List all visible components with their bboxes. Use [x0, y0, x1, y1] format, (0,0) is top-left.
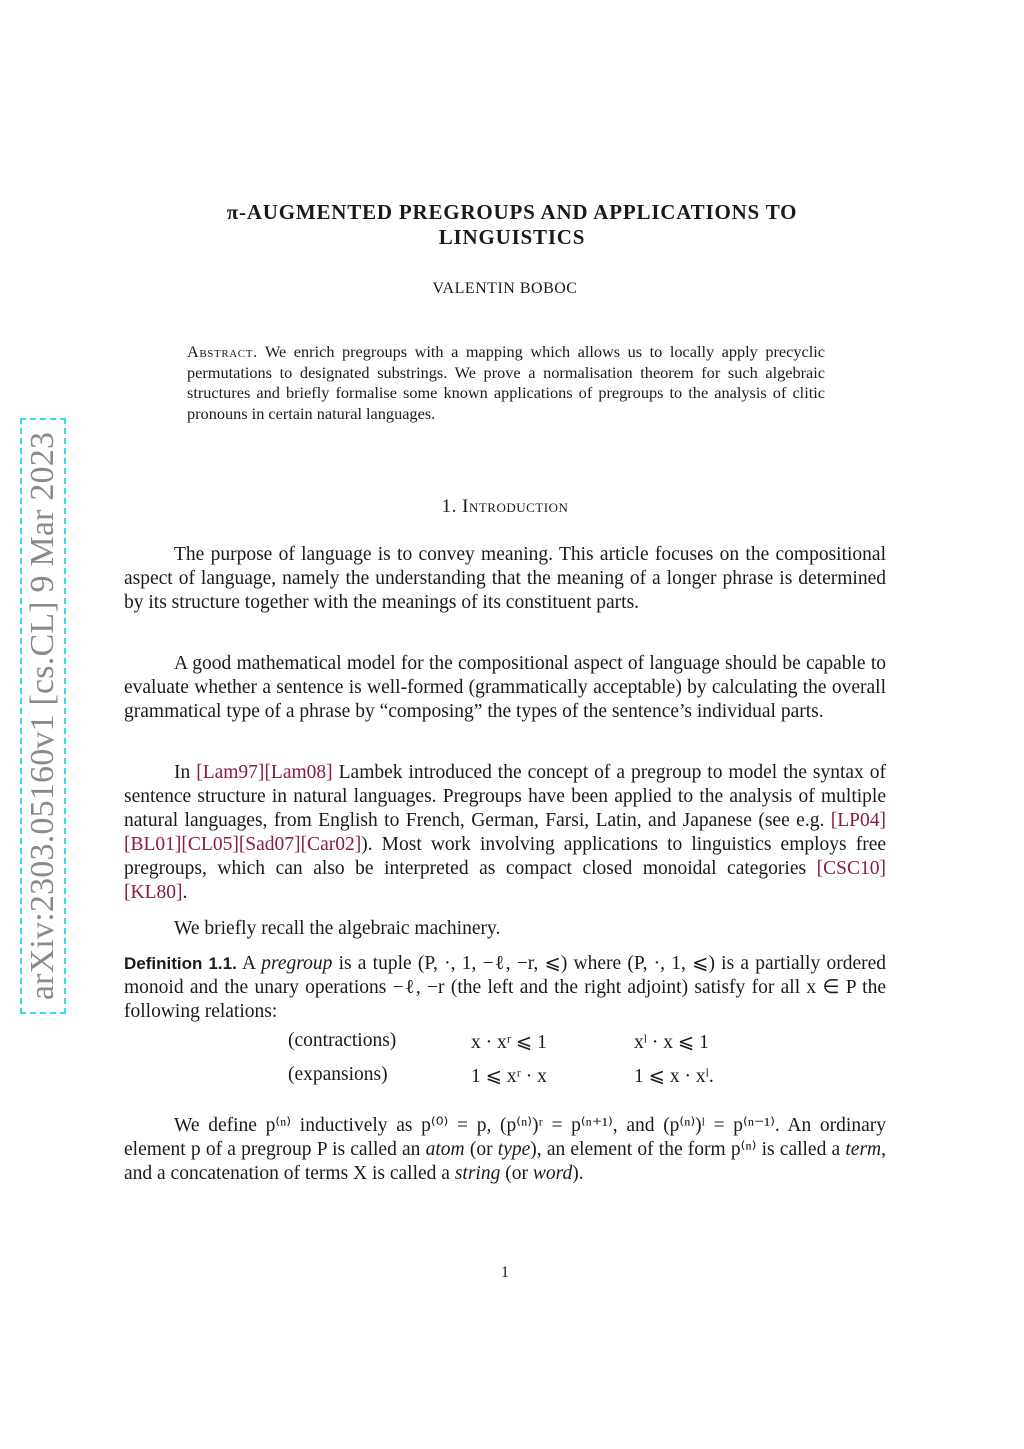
paragraph-2: A good mathematical model for the compositional aspect of language should be capable to evaluate whether a sentence is well-formed (grammatically acceptable) by calculating the overall grammatical type of a phrase by “composing” the types of the sentence’s individual parts. [124, 653, 886, 722]
citation-lam97[interactable]: [Lam97] [196, 762, 265, 783]
section-number: 1. [441, 496, 457, 517]
relation-right: xˡ · x ⩽ 1 [634, 1032, 709, 1053]
closing-text-c: ), an element of the form p⁽ⁿ⁾ is called a [530, 1139, 841, 1160]
abstract [187, 342, 825, 424]
closing-text-a: We define p⁽ⁿ⁾ inductively as p⁽⁰⁾ = p, (p⁽ⁿ⁾)ʳ = p⁽ⁿ⁺¹⁾, and (p⁽ⁿ⁾)ˡ = p⁽ⁿ⁻¹⁾. An ordinary element p of a pregroup P is called an [124, 1115, 886, 1160]
citation-car02[interactable]: [Car02] [300, 834, 362, 855]
citation-kl80[interactable]: [KL80] [124, 882, 183, 903]
abstract-label: Abstract. [187, 342, 258, 361]
term-atom: atom [425, 1139, 465, 1160]
paper-title [150, 200, 874, 250]
closing-text-f: ). [572, 1163, 584, 1184]
abstract-text: We enrich pregroups with a mapping which allows us to locally apply precyclic permutations to designated substrings. We prove a normalisation theorem for such algebraic structures and briefly formalise some known applications of pregroups to the analysis of clitic pronouns in certain natural languages. [187, 342, 826, 423]
paragraph-3-text-d: . [182, 882, 188, 903]
closing-text-b: (or [469, 1139, 493, 1160]
title-line-1: π-AUGMENTED PREGROUPS AND APPLICATIONS TO [226, 200, 798, 224]
definition-label: Definition 1.1. [124, 954, 237, 973]
paragraph-5 [124, 1114, 886, 1186]
relation-label: (expansions) [288, 1064, 388, 1085]
term-word: word [532, 1163, 573, 1184]
citation-sad07[interactable]: [Sad07] [238, 834, 301, 855]
citation-bl01[interactable]: [BL01] [124, 834, 182, 855]
title-line-2: LINGUISTICS [438, 225, 586, 249]
term-string: string [454, 1163, 501, 1184]
paragraph-3-text-b: Lambek introduced the concept of a pregroup to model the syntax of sentence structure in natural languages. Pregroups have been applied to the analysis of multiple natural languages, from English to French, German, Farsi, Latin, and Japanese (see e.g. [124, 762, 886, 831]
definition-1-1 [124, 952, 886, 1024]
paragraph-3 [124, 761, 886, 905]
citation-lp04[interactable]: [LP04] [830, 810, 887, 831]
definition-text-b: is a tuple (P, ·, 1, −ℓ, −r, ⩽) where (P, ·, 1, ⩽) is a partially ordered monoid and the unary operations −ℓ, −r (the left and the right adjoint) satisfy for all x ∈ P the following relations: [124, 953, 886, 1022]
closing-text-d: , and a concatenation of terms X is called a [124, 1139, 887, 1184]
author-name: VALENTIN BOBOC [432, 280, 578, 297]
section-title: Introduction [462, 496, 569, 517]
section-heading [0, 496, 1010, 518]
paragraph-1: The purpose of language is to convey meaning. This article focuses on the compositional aspect of language, namely the understanding that the meaning of a longer phrase is determined by its structure together with the meanings of its constituent parts. [124, 544, 886, 613]
paragraph-3-text-a: In [174, 762, 191, 783]
closing-text-e: (or [505, 1163, 528, 1184]
term-term: term [845, 1139, 882, 1160]
paragraph-3-text-c: ). Most work involving applications to linguistics employs free pregroups, which can also be interpreted as compact closed monoidal categories [124, 834, 886, 879]
citation-cl05[interactable]: [CL05] [181, 834, 239, 855]
page-number: 1 [501, 1264, 509, 1281]
arxiv-identifier-text: arXiv:2303.05160v1 [cs.CL] 9 Mar 2023 [24, 431, 61, 1001]
relation-left: 1 ⩽ xʳ · x [471, 1066, 547, 1087]
relation-right: 1 ⩽ x · xˡ. [634, 1066, 714, 1087]
citation-csc10[interactable]: [CSC10] [816, 858, 886, 879]
term-type: type [497, 1139, 531, 1160]
paragraph-4: We briefly recall the algebraic machinery. [174, 918, 501, 939]
citation-lam08[interactable]: [Lam08] [264, 762, 333, 783]
definition-text-a: A [241, 953, 255, 974]
definition-term: pregroup [261, 953, 333, 974]
relation-label: (contractions) [288, 1030, 397, 1051]
relation-left: x · xʳ ⩽ 1 [471, 1032, 547, 1053]
